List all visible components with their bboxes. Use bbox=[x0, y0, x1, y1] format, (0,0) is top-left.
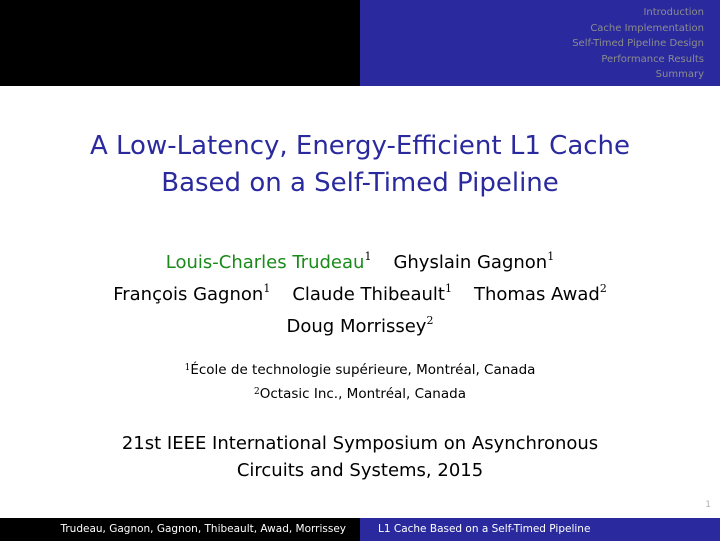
nav-item-self-timed-pipeline-design[interactable]: Self-Timed Pipeline Design bbox=[572, 38, 704, 49]
author-name: François Gagnon bbox=[113, 284, 264, 305]
nav-item-performance-results[interactable]: Performance Results bbox=[601, 53, 704, 65]
author bbox=[292, 284, 452, 305]
affiliation-mark: 2 bbox=[426, 314, 434, 327]
conference-line-2: Circuits and Systems, 2015 bbox=[236, 460, 484, 481]
affiliation-mark: 1 bbox=[444, 282, 452, 295]
affiliation-mark: 2 bbox=[599, 282, 607, 295]
affiliations bbox=[0, 358, 720, 406]
affiliation-text: École de technologie supérieure, Montréal, Canada bbox=[190, 362, 536, 378]
author bbox=[113, 284, 270, 305]
affiliation-mark: 1 bbox=[184, 363, 191, 373]
header-left-panel bbox=[0, 0, 360, 86]
conference-line-1: 21st IEEE International Symposium on Asynchronous bbox=[121, 433, 599, 454]
author-list bbox=[0, 244, 720, 340]
affiliation-mark: 2 bbox=[254, 387, 260, 397]
affiliation-mark: 1 bbox=[364, 250, 372, 263]
author-name: Thomas Awad bbox=[473, 284, 600, 305]
author-presenter bbox=[166, 252, 372, 273]
slide-header bbox=[0, 0, 720, 86]
author-row-3 bbox=[0, 308, 720, 340]
author bbox=[287, 316, 434, 337]
section-navigation bbox=[572, 5, 704, 83]
footer-authors: Trudeau, Gagnon, Gagnon, Thibeault, Awad, Morrissey bbox=[0, 518, 360, 541]
title-line-2: Based on a Self-Timed Pipeline bbox=[161, 168, 559, 198]
affiliation-mark: 1 bbox=[263, 282, 271, 295]
page-number: 1 bbox=[705, 500, 711, 510]
conference-info bbox=[0, 430, 720, 484]
footer-title: L1 Cache Based on a Self-Timed Pipeline bbox=[360, 518, 720, 541]
affiliation-mark: 1 bbox=[547, 250, 555, 263]
nav-item-introduction[interactable]: Introduction bbox=[643, 7, 704, 18]
author-row-1 bbox=[0, 244, 720, 276]
author-name: Claude Thibeault bbox=[292, 284, 445, 305]
slide-footer bbox=[0, 518, 720, 541]
author-row-2 bbox=[0, 276, 720, 308]
slide-title bbox=[0, 128, 720, 202]
affiliation-2 bbox=[0, 382, 720, 406]
author-name: Doug Morrissey bbox=[286, 316, 427, 337]
author-name: Ghyslain Gagnon bbox=[393, 252, 548, 273]
author bbox=[393, 252, 554, 273]
nav-item-cache-implementation[interactable]: Cache Implementation bbox=[590, 22, 704, 34]
affiliation-text: Octasic Inc., Montréal, Canada bbox=[259, 386, 466, 402]
nav-item-summary[interactable]: Summary bbox=[655, 69, 704, 80]
author-name: Louis-Charles Trudeau bbox=[165, 252, 365, 273]
author bbox=[474, 284, 607, 305]
title-line-1: A Low-Latency, Energy-Efficient L1 Cache bbox=[89, 131, 631, 161]
affiliation-1 bbox=[0, 358, 720, 382]
